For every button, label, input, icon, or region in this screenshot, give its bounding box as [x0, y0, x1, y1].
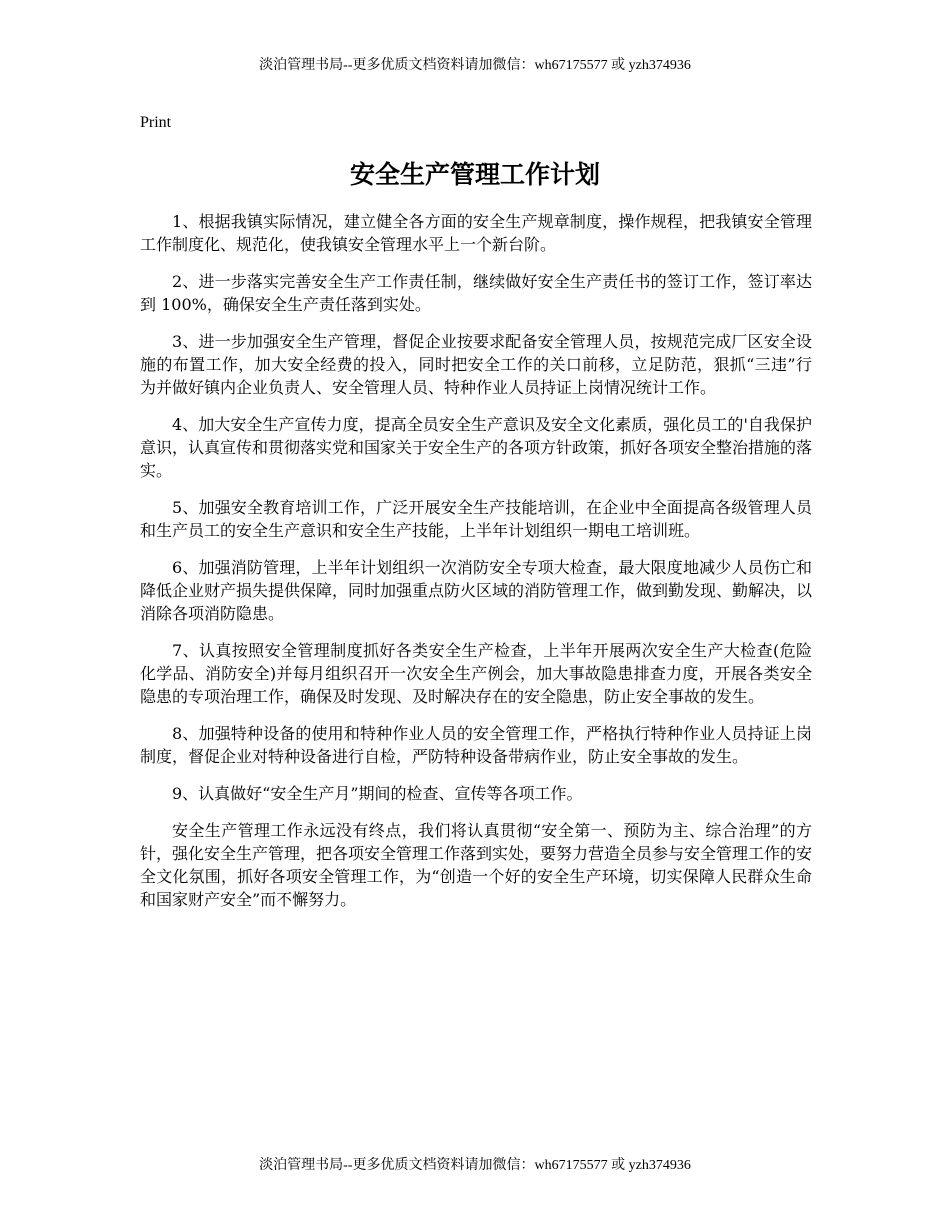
paragraph-6: 6、加强消防管理，上半年计划组织一次消防安全专项大检查，最大限度地减少人员伤亡和降低企业财产损失提供保障，同时加强重点防火区域的消防管理工作，做到勤发现、勤解决，以消除各项消防隐患。 [140, 558, 813, 623]
paragraph-9: 9、认真做好“安全生产月”期间的检查、宣传等各项工作。 [172, 784, 583, 803]
document-body [140, 210, 812, 925]
paragraph-8: 8、加强特种设备的使用和特种作业人员的安全管理工作，严格执行特种作业人员持证上岗制度，督促企业对特种设备进行自检，严防特种设备带病作业，防止安全事故的发生。 [140, 724, 812, 766]
paragraph-7: 7、认真按照安全管理制度抓好各类安全生产检查，上半年开展两次安全生产大检查(危险化学品、消防安全)并每月组织召开一次安全生产例会，加大事故隐患排查力度，开展各类安全隐患的专项治理工作，确保及时发现、及时解决存在的安全隐患，防止安全事故的发生。 [140, 641, 812, 706]
paragraph-conclusion: 安全生产管理工作永远没有终点，我们将认真贯彻“安全第一、预防为主、综合治理”的方针，强化安全生产管理，把各项安全管理工作落到实处，要努力营造全员参与安全管理工作的安全文化氛围，抓好各项安全管理工作，为“创造一个好的安全生产环境，切实保障人民群众生命和国家财产安全”而不懈努力。 [140, 821, 813, 909]
print-label: Print [140, 114, 172, 131]
page-footer: 淡泊管理书局--更多优质文档资料请加微信：wh67175577 或 yzh374936 [259, 1158, 691, 1173]
page-header: 淡泊管理书局--更多优质文档资料请加微信：wh67175577 或 yzh374936 [259, 58, 691, 73]
paragraph-1: 1、根据我镇实际情况，建立健全各方面的安全生产规章制度，操作规程，把我镇安全管理工作制度化、规范化，使我镇安全管理水平上一个新台阶。 [140, 212, 812, 254]
paragraph-2: 2、进一步落实完善安全生产工作责任制，继续做好安全生产责任书的签订工作，签订率达到 100%，确保安全生产责任落到实处。 [140, 272, 812, 314]
paragraph-3: 3、进一步加强安全生产管理，督促企业按要求配备安全管理人员，按规范完成厂区安全设施的布置工作，加大安全经费的投入，同时把安全工作的关口前移，立足防范，狠抓“三违”行为并做好镇内企业负责人、安全管理人员、特种作业人员持证上岗情况统计工作。 [140, 332, 812, 397]
document-title: 安全生产管理工作计划 [349, 160, 600, 189]
paragraph-4: 4、加大安全生产宣传力度，提高全员安全生产意识及安全文化素质，强化员工的'自我保护意识，认真宣传和贯彻落实党和国家关于安全生产的各项方针政策，抓好各项安全整治措施的落实。 [140, 415, 813, 480]
paragraph-5: 5、加强安全教育培训工作，广泛开展安全生产技能培训，在企业中全面提高各级管理人员和生产员工的安全生产意识和安全生产技能，上半年计划组织一期电工培训班。 [140, 498, 812, 540]
